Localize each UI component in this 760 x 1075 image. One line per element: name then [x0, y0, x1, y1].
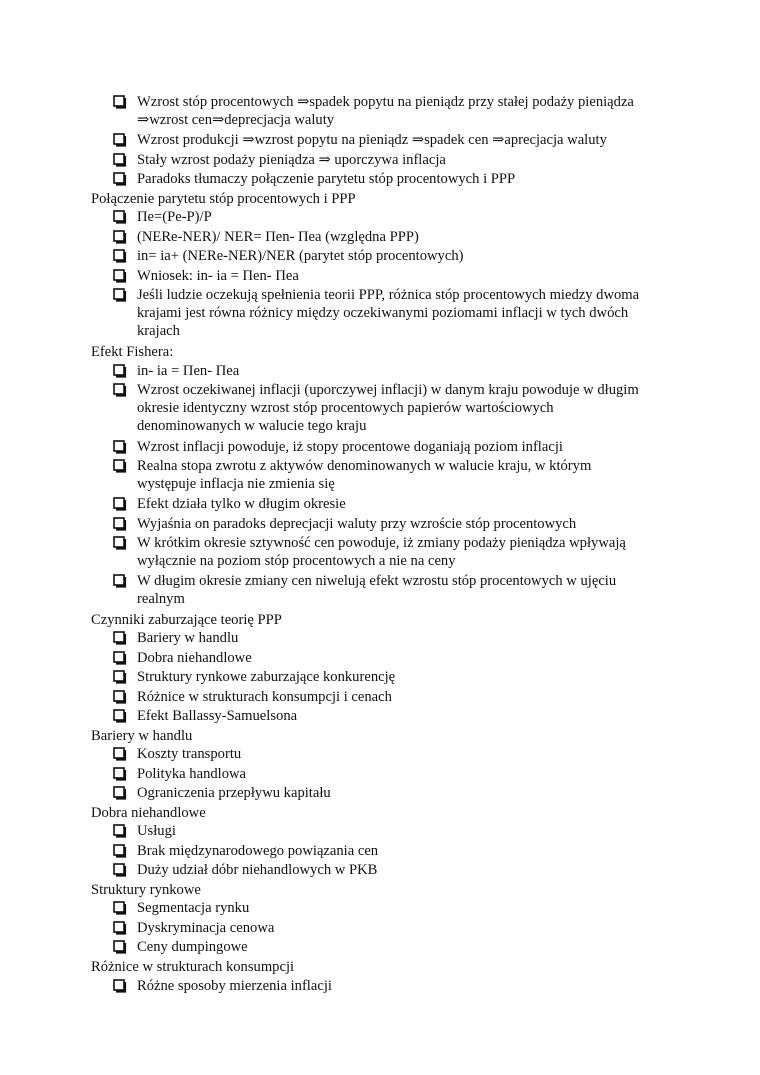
checkbox-bullet-icon — [113, 249, 127, 263]
checkbox-bullet-icon — [113, 497, 127, 511]
checkbox-bullet-icon — [113, 288, 127, 302]
text-line: Paradoks tłumaczy połączenie parytetu stóp procentowych i PPP — [137, 171, 516, 188]
checkbox-bullet-icon — [113, 536, 127, 550]
text-line: Wzrost oczekiwanej inflacji (uporczywej inflacji) w danym kraju powoduje w długim — [137, 382, 639, 398]
text-line: Wzrost inflacji powoduje, iż stopy procentowe doganiają poziom inflacji — [137, 438, 563, 455]
section-heading: Połączenie parytetu stóp procentowych i PPP — [91, 190, 356, 207]
checkbox-bullet-icon — [113, 440, 127, 454]
checkbox-bullet-icon — [113, 709, 127, 723]
text-line: Wyjaśnia on paradoks deprecjacji waluty przy wzroście stóp procentowych — [137, 515, 577, 532]
checkbox-bullet-icon — [113, 230, 127, 244]
list-item-text — [137, 765, 677, 783]
checkbox-bullet-icon — [113, 383, 127, 397]
section-heading: Różnice w strukturach konsumpcji — [91, 958, 295, 975]
checkbox-bullet-icon — [113, 690, 127, 704]
list-item-text — [137, 438, 677, 456]
text-line: Stały wzrost podaży pieniądza ⇒ uporczywa inflacja — [137, 151, 446, 168]
text-line: Jeśli ludzie oczekują spełnienia teorii PPP, różnica stóp procentowych miedzy dwoma — [137, 287, 640, 304]
list-item-text — [137, 457, 677, 493]
text-line: wyłącznie na poziom stóp procentowych a nie na ceny — [137, 553, 456, 570]
list-item-text — [137, 899, 677, 917]
list-item-text — [137, 707, 677, 725]
text-line: Koszty transportu — [137, 746, 242, 763]
list-item-text — [137, 362, 677, 380]
text-line: W długim okresie zmiany cen niwelują efekt wzrostu stóp procentowych w ujęciu — [137, 573, 617, 590]
text-line: Efekt Ballassy-Samuelsona — [137, 708, 298, 725]
list-item-text — [137, 170, 677, 188]
list-item-text — [137, 822, 677, 840]
list-item-text — [137, 938, 677, 956]
checkbox-bullet-icon — [113, 824, 127, 838]
list-item-text — [137, 919, 677, 937]
checkbox-bullet-icon — [113, 133, 127, 147]
checkbox-bullet-icon — [113, 979, 127, 993]
text-line: denominowanych w walucie tego kraju — [137, 418, 367, 434]
text-line: Ceny dumpingowe — [137, 939, 248, 956]
section-heading: Efekt Fishera: — [91, 343, 174, 360]
list-item-text — [137, 381, 677, 435]
list-item-text — [137, 861, 677, 879]
list-item-text — [137, 745, 677, 763]
list-item-text — [137, 629, 677, 647]
list-item-text — [137, 977, 677, 995]
text-line: ⇒wzrost cen⇒deprecjacja waluty — [137, 112, 335, 128]
text-line: (NERe-NER)/ NER= Πen- Πea (względna PPP) — [137, 228, 419, 245]
text-line: Brak międzynarodowego powiązania cen — [137, 842, 379, 859]
text-line: Segmentacja rynku — [137, 900, 250, 917]
checkbox-bullet-icon — [113, 631, 127, 645]
text-line: Bariery w handlu — [137, 630, 239, 647]
checkbox-bullet-icon — [113, 517, 127, 531]
checkbox-bullet-icon — [113, 574, 127, 588]
checkbox-bullet-icon — [113, 95, 127, 109]
text-line: krajach — [137, 323, 180, 340]
section-heading: Struktury rynkowe — [91, 881, 201, 898]
text-line: Dyskryminacja cenowa — [137, 919, 275, 936]
checkbox-bullet-icon — [113, 459, 127, 473]
checkbox-bullet-icon — [113, 210, 127, 224]
list-item-text — [137, 688, 677, 706]
checkbox-bullet-icon — [113, 863, 127, 877]
list-item-text — [137, 572, 677, 608]
list-item-text — [137, 649, 677, 667]
section-heading: Dobra niehandlowe — [91, 804, 206, 821]
checkbox-bullet-icon — [113, 844, 127, 858]
checkbox-bullet-icon — [113, 670, 127, 684]
text-line: Realna stopa zwrotu z aktywów denominowanych w walucie kraju, w którym — [137, 458, 592, 475]
text-line: Różnice w strukturach konsumpcji i cenach — [137, 688, 392, 705]
text-line: Polityka handlowa — [137, 765, 247, 782]
text-line: Πe=(Pe-P)/P — [137, 209, 212, 226]
text-line: Efekt działa tylko w długim okresie — [137, 496, 346, 513]
checkbox-bullet-icon — [113, 747, 127, 761]
text-line: krajami jest równa różnicy między oczekiwanymi poziomami inflacji w tych dwóch — [137, 305, 629, 322]
text-line: Ograniczenia przepływu kapitału — [137, 785, 331, 802]
list-item-text — [137, 208, 677, 226]
text-line: Duży udział dóbr niehandlowych w PKB — [137, 862, 378, 879]
text-line: Różne sposoby mierzenia inflacji — [137, 977, 332, 994]
text-line: realnym — [137, 591, 185, 608]
text-line: Wzrost stóp procentowych ⇒spadek popytu na pieniądz przy stałej podaży pieniądza — [137, 94, 634, 110]
list-item-text — [137, 93, 677, 129]
checkbox-bullet-icon — [113, 767, 127, 781]
checkbox-bullet-icon — [113, 269, 127, 283]
checkbox-bullet-icon — [113, 940, 127, 954]
list-item-text — [137, 267, 677, 285]
text-line: in= ia+ (NERe-NER)/NER (parytet stóp procentowych) — [137, 248, 464, 265]
list-item-text — [137, 151, 677, 169]
section-heading: Bariery w handlu — [91, 727, 193, 744]
list-item-text — [137, 286, 677, 340]
checkbox-bullet-icon — [113, 172, 127, 186]
text-line: in- ia = Πen- Πea — [137, 362, 240, 379]
text-line: Dobra niehandlowe — [137, 649, 252, 666]
text-line: Wniosek: in- ia = Πen- Πea — [137, 267, 299, 284]
list-item-text — [137, 247, 677, 265]
list-item-text — [137, 842, 677, 860]
text-line: Usługi — [137, 823, 176, 840]
text-line: okresie identyczny wzrost stóp procentowych papierów wartościowych — [137, 400, 554, 416]
text-line: Struktury rynkowe zaburzające konkurencję — [137, 669, 396, 686]
list-item-text — [137, 228, 677, 246]
checkbox-bullet-icon — [113, 364, 127, 378]
section-heading: Czynniki zaburzające teorię PPP — [91, 611, 282, 628]
list-item-text — [137, 784, 677, 802]
list-item-text — [137, 131, 677, 149]
list-item-text — [137, 495, 677, 513]
checkbox-bullet-icon — [113, 153, 127, 167]
checkbox-bullet-icon — [113, 921, 127, 935]
text-line: występuje inflacja nie zmienia się — [137, 476, 335, 493]
checkbox-bullet-icon — [113, 651, 127, 665]
list-item-text — [137, 534, 677, 570]
text-line: Wzrost produkcji ⇒wzrost popytu na pieniądz ⇒spadek cen ⇒aprecjacja waluty — [137, 132, 607, 149]
checkbox-bullet-icon — [113, 901, 127, 915]
list-item-text — [137, 515, 677, 533]
checkbox-bullet-icon — [113, 786, 127, 800]
text-line: W krótkim okresie sztywność cen powoduje, iż zmiany podaży pieniądza wpływają — [137, 535, 626, 552]
list-item-text — [137, 668, 677, 686]
